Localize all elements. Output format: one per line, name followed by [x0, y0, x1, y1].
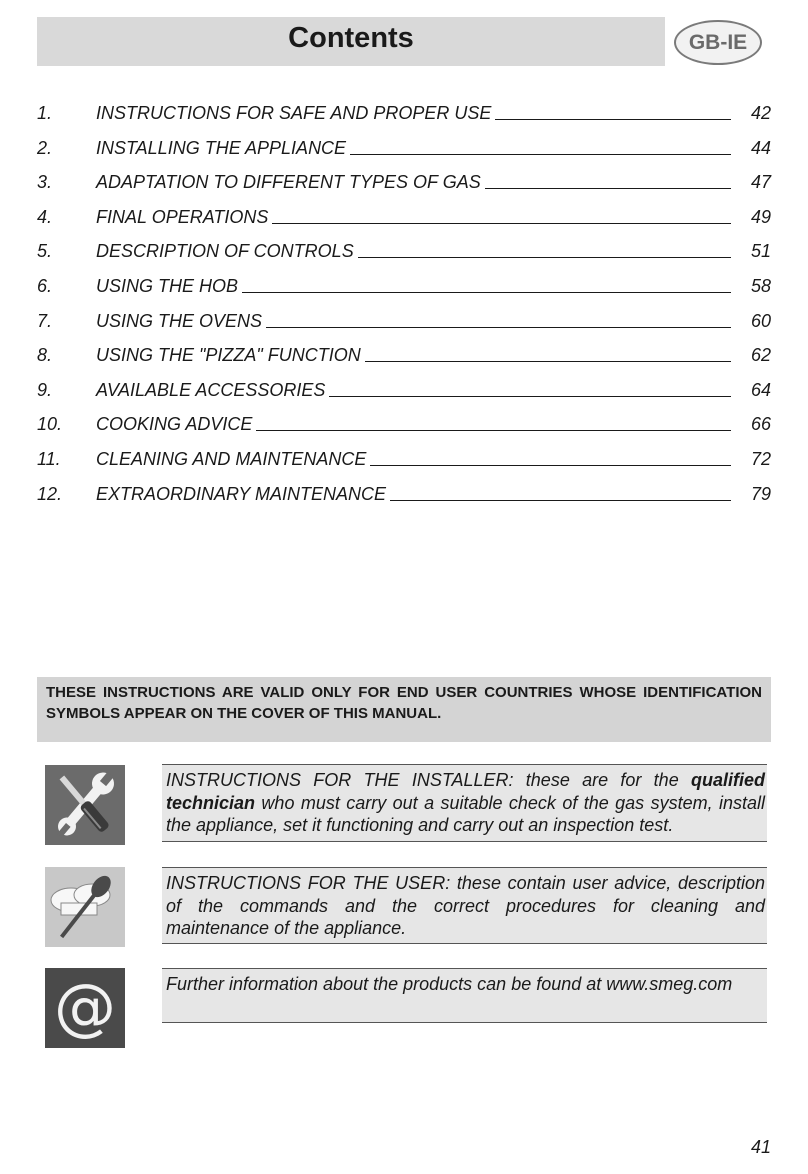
page-number: 41: [750, 1137, 771, 1157]
toc-entry-page: 64: [750, 379, 771, 400]
toc-leader: [242, 273, 731, 293]
toc-entry-number: 11.: [37, 449, 61, 469]
installer-text-emphasis: qualified technician: [166, 770, 765, 813]
tools-icon: [45, 765, 125, 845]
toc-entry[interactable]: [37, 204, 771, 230]
toc-entry[interactable]: [37, 377, 771, 403]
title-bar: [37, 17, 665, 66]
toc-entry-number: 9.: [37, 379, 53, 400]
toc-entry-title: USING THE HOB: [96, 276, 239, 296]
toc-entry-page: 58: [750, 276, 771, 296]
installer-text-intro: INSTRUCTIONS FOR THE INSTALLER: these are for the: [166, 770, 691, 790]
toc-leader: [365, 342, 731, 362]
toc-entry[interactable]: [37, 446, 771, 472]
toc-leader: [256, 411, 731, 431]
toc-entry-page: 79: [750, 483, 771, 504]
toc-entry-page: 49: [750, 206, 771, 227]
toc-entry-number: 10.: [37, 414, 63, 435]
toc-entry-number: 5.: [37, 241, 53, 262]
toc-entry-title: COOKING ADVICE: [96, 414, 253, 435]
toc-entry-title: ADAPTATION TO DIFFERENT TYPES OF GAS: [96, 172, 481, 193]
toc-entry-page: 62: [750, 345, 771, 366]
toc-entry-page: 72: [750, 449, 771, 469]
toc-leader: [272, 204, 731, 224]
country-badge: GB-IE: [674, 20, 762, 65]
toc-entry[interactable]: [37, 135, 771, 161]
toc-entry-number: 7.: [37, 310, 53, 331]
toc-leader: [350, 135, 731, 155]
toc-entry-page: 66: [750, 414, 771, 435]
toc-entry[interactable]: [37, 481, 771, 507]
toc-entry-title: INSTRUCTIONS FOR SAFE AND PROPER USE: [96, 103, 492, 123]
toc-entry[interactable]: [37, 238, 771, 264]
toc-leader: [485, 169, 731, 189]
toc-leader: [329, 377, 731, 397]
toc-entry-title: USING THE OVENS: [96, 310, 263, 331]
installer-text-rest: who must carry out a suitable check of the gas system, install the appliance, set it functioning and carry out an inspection test.: [166, 792, 765, 835]
toc-leader: [266, 308, 731, 328]
toc-entry-title: DESCRIPTION OF CONTROLS: [96, 241, 354, 262]
toc-leader: [495, 100, 731, 120]
toc-entry-number: 1.: [37, 103, 53, 123]
installer-instructions: [162, 764, 767, 842]
toc-entry[interactable]: [37, 273, 771, 299]
toc-entry-page: 44: [750, 137, 771, 158]
toc-entry-number: 4.: [37, 206, 53, 227]
toc-entry[interactable]: [37, 342, 771, 368]
toc-leader: [370, 446, 731, 466]
toc-entry-number: 3.: [37, 172, 53, 193]
toc-entry-number: 8.: [37, 345, 53, 366]
at-sign-icon: [45, 968, 125, 1048]
toc-entry[interactable]: [37, 411, 771, 437]
toc-entry-title: USING THE "PIZZA" FUNCTION: [96, 345, 361, 366]
toc-entry-title: FINAL OPERATIONS: [96, 206, 269, 227]
toc-leader: [358, 238, 731, 258]
toc-entry[interactable]: [37, 169, 771, 195]
toc-entry-title: AVAILABLE ACCESSORIES: [96, 379, 326, 400]
page-title: Contents: [288, 22, 414, 54]
toc-entry-page: 47: [750, 172, 771, 193]
toc-entry-page: 42: [750, 103, 771, 123]
toc-entry-title: EXTRAORDINARY MAINTENANCE: [96, 483, 387, 504]
toc-entry-number: 6.: [37, 276, 53, 296]
web-info: Further information about the products can be found at www.smeg.com: [162, 968, 767, 1023]
toc-entry-title: INSTALLING THE APPLIANCE: [96, 137, 347, 158]
toc-entry-number: 2.: [37, 137, 53, 158]
validity-notice: THESE INSTRUCTIONS ARE VALID ONLY FOR END USER COUNTRIES WHOSE IDENTIFICATION SYMBOLS APPEAR ON THE COVER OF THIS MANUAL.: [37, 677, 771, 742]
toc-entry-number: 12.: [37, 483, 63, 504]
svg-text:@: @: [54, 970, 116, 1043]
toc-entry-page: 60: [750, 310, 771, 331]
toc-entry-title: CLEANING AND MAINTENANCE: [96, 449, 367, 469]
toc-leader: [390, 481, 731, 501]
toc-entry[interactable]: [37, 308, 771, 334]
toc-entry[interactable]: [37, 100, 771, 126]
user-instructions: INSTRUCTIONS FOR THE USER: these contain user advice, description of the commands and the correct procedures for cleaning and maintenance of the appliance.: [162, 867, 767, 944]
chef-spoon-icon: [45, 867, 125, 947]
toc-entry-page: 51: [750, 241, 771, 262]
